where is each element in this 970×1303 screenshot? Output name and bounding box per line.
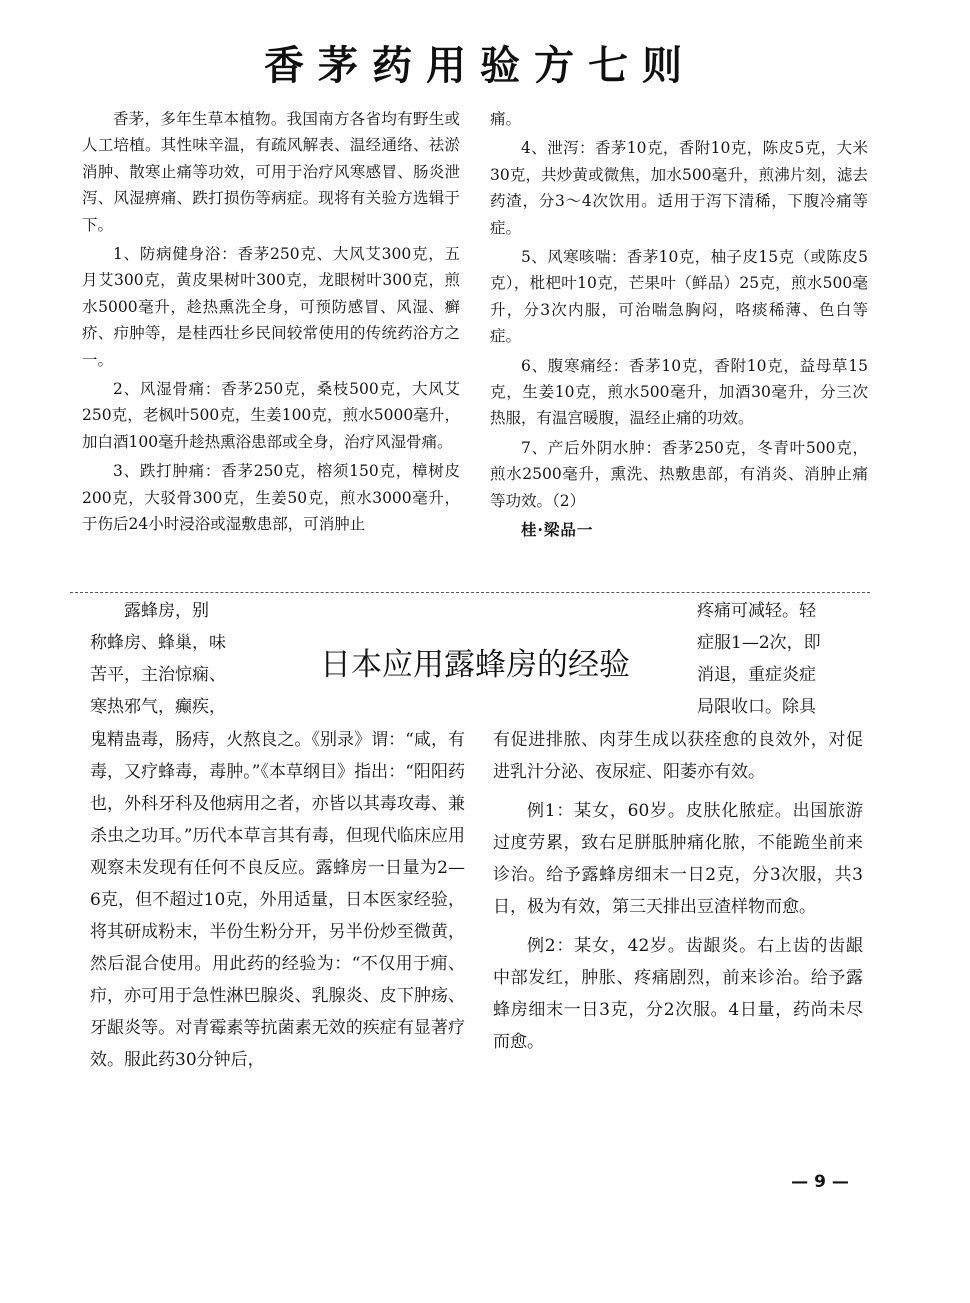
paragraph: 7、产后外阴水肿：香茅250克，冬青叶500克，煎水2500毫升，熏洗、热敷患部，有消炎、消肿止痛等功效。（2） — [490, 438, 868, 510]
paragraph: 有促进排脓、肉芽生成以获痊愈的良效外，对促进乳汁分泌、夜尿症、阳萎亦有效。 — [493, 730, 863, 782]
paragraph: 香茅，多年生草本植物。我国南方各省均有野生或人工培植。其性味辛温，有疏风解表、温经通络、祛淤消肿、散寒止痛等功效，可用于治疗风寒感冒、肠炎泄泻、风湿痹痛、跌打损伤等病症。现将有关验方选辑于下。 — [82, 110, 460, 234]
paragraph: 6、腹寒痛经：香茅10克，香附10克，益母草15克，生姜10克，煎水500毫升，加酒30毫升，分三次热服，有温宫暖腹，温经止痛的功效。 — [490, 356, 868, 428]
paragraph: 5、风寒咳喘：香茅10克，柚子皮15克（或陈皮5克），枇杷叶10克，芒果叶（鲜品）25克，煎水500毫升，分3次内服，可治喘急胸闷，咯痰稀薄、色白等症。 — [490, 248, 868, 346]
article2-wrap-right — [697, 595, 862, 723]
case-paragraph: 例1：某女，60岁。皮肤化脓症。出国旅游过度劳累，致右足胼胝肿痛化脓，不能跪坐前来诊治。给予露蜂房细末一日2克，分3次服，共3日，极为有效，第三天排出豆渣样物而愈。 — [493, 801, 863, 917]
text-line: 苦平，主治惊痫、 — [90, 665, 226, 685]
article1-column-right — [490, 106, 868, 547]
article-divider — [70, 592, 870, 593]
text-line: 露蜂房，别 — [124, 601, 209, 621]
paragraph: 3、跌打肿痛：香茅250克，榕须150克，樟树皮200克，大驳骨300克，生姜50克，煎水3000毫升，于伤后24小时浸浴或湿敷患部，可消肿止 — [82, 462, 460, 534]
article-title: 香茅药用验方七则 — [264, 42, 696, 89]
text-line: 疼痛可减轻。轻 — [697, 601, 816, 621]
author-signature: 桂·梁品一 — [521, 520, 594, 540]
paragraph-continuation: 痛。 — [490, 110, 522, 128]
text-line: 寒热邪气，癫疾， — [90, 697, 226, 717]
article-title: 日本应用露蜂房的经验 — [320, 647, 630, 683]
paragraph: 1、防病健身浴：香茅250克、大风艾300克，五月艾300克，黄皮果树叶300克，龙眼树叶300克，煎水5000毫升，趁热熏洗全身，可预防感冒、风湿、癣疥、疖肿等，是桂西壮乡民间较常使用的传统药浴方之一。 — [82, 245, 460, 369]
paragraph: 2、风湿骨痛：香茅250克，桑枝500克，大风艾250克，老枫叶500克，生姜100克，煎水5000毫升，加白酒100毫升趁热熏浴患部或全身，治疗风湿骨痛。 — [82, 380, 460, 451]
text-line: 局限收口。除具 — [697, 697, 816, 717]
text-line: 消退，重症炎症 — [697, 665, 816, 685]
article2-column-left — [90, 724, 465, 1076]
article1-column-left — [82, 106, 460, 541]
paragraph: 4、泄泻：香茅10克，香附10克，陈皮5克，大米30克，共炒黄或微焦，加水500毫升，煎沸片刻，滤去药渣，分3～4次饮用。适用于泻下清稀，下腹冷痛等症。 — [490, 139, 868, 237]
text-line: 称蜂房、蜂巢，味 — [90, 633, 226, 653]
article2-wrap-left — [90, 595, 250, 723]
case-paragraph: 例2：某女，42岁。齿龈炎。右上齿的齿龈中部发红，肿胀、疼痛剧烈，前来诊治。给予露蜂房细末一日3克，分2次服。4日量，药尚未尽而愈。 — [493, 936, 863, 1052]
page-number: — 9 — — [791, 1172, 849, 1192]
text-line: 症服1—2次，即 — [697, 633, 821, 653]
paragraph: 鬼精蛊毒，肠痔，火熬良之。《别录》谓：“咸，有毒，又疗蜂毒，毒肿。”《本草纲目》指出：“阳阳药也，外科牙科及他病用之者，亦皆以其毒攻毒、兼杀虫之功耳。”历代本草言其有毒，但现代临床应用观察未发现有任何不良反应。露蜂房一日量为2—6克，但不超过10克，外用适量，日本医家经验，将其研成粉末，半份生粉分开，另半份炒至微黄，然后混合使用。用此药的经验为：“不仅用于痈、疖，亦可用于急性淋巴腺炎、乳腺炎、皮下肿疡、牙龈炎等。对青霉素等抗菌素无效的疾症有显著疗效。服此药30分钟后， — [90, 730, 465, 1070]
article2-column-right — [493, 724, 863, 1065]
